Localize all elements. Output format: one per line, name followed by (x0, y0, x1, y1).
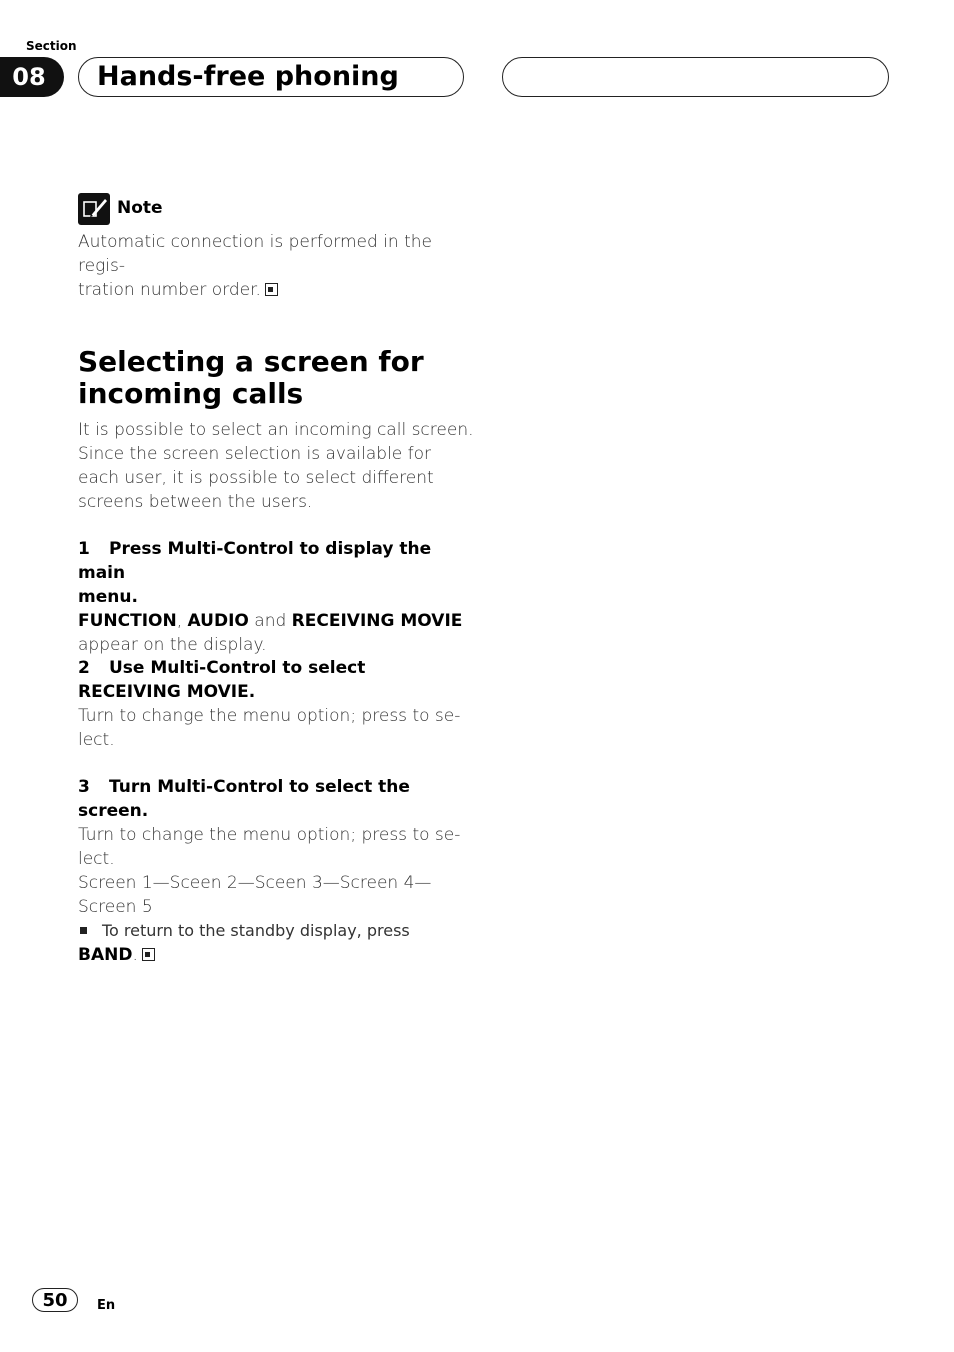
section-label: Section (26, 39, 77, 53)
intro-paragraph (78, 418, 478, 514)
separator: , (176, 611, 188, 631)
step-heading-text: Press Multi-Control to display the main (78, 539, 432, 583)
step-2-body: Turn to change the menu option; press to se- (78, 706, 461, 726)
step-heading-text: Use Multi-Control to select (109, 658, 366, 678)
bullet-note-cont (78, 943, 478, 967)
period: . (132, 945, 138, 965)
step-number: 1 (78, 539, 90, 559)
step-2-heading-cont: RECEIVING MOVIE. (78, 682, 256, 702)
intro-line: screens between the users. (78, 492, 313, 512)
note-text-end: tration number order. (78, 280, 261, 300)
intro-line: It is possible to select an incoming call screen. (78, 420, 474, 440)
menu-option-audio: AUDIO (187, 611, 249, 631)
intro-line: Since the screen selection is available for (78, 444, 432, 464)
step-2-body-cont: lect. (78, 730, 115, 750)
step-2-heading (78, 656, 478, 680)
intro-line: each user, it is possible to select different (78, 468, 434, 488)
heading-line: Selecting a screen for (78, 345, 424, 378)
section-title: Hands-free phoning (78, 57, 464, 97)
step-heading-text: Turn Multi-Control to select the screen. (78, 777, 410, 821)
conjunction: and (248, 611, 292, 631)
step-1 (78, 537, 478, 657)
note-text-line (78, 278, 468, 302)
page-number: 50 (32, 1288, 78, 1312)
menu-option-receiving-movie: RECEIVING MOVIE (291, 611, 463, 631)
note-pencil-icon (78, 193, 110, 225)
header-blank-pill (502, 57, 889, 97)
screen-sequence: Screen 1—Sceen 2—Sceen 3—Screen 4— (78, 873, 432, 893)
step-3-body: Turn to change the menu option; press to se- (78, 825, 461, 845)
bullet-square-icon (80, 927, 87, 934)
language-code: En (97, 1298, 116, 1313)
bullet-text: To return to the standby display, press (102, 921, 410, 940)
step-1-heading-cont: menu. (78, 587, 138, 607)
step-3-heading (78, 775, 478, 823)
step-3 (78, 775, 478, 967)
step-1-body-cont: appear on the display. (78, 635, 267, 655)
heading-line: incoming calls (78, 377, 304, 410)
note-text-line: Automatic connection is performed in the regis- (78, 232, 432, 276)
step-number: 3 (78, 777, 90, 797)
screen-sequence-cont: Screen 5 (78, 897, 153, 917)
section-heading (78, 346, 478, 410)
key-band: BAND (78, 945, 133, 965)
menu-option-function: FUNCTION (78, 611, 177, 631)
step-2 (78, 656, 478, 752)
step-1-body (78, 609, 478, 633)
step-1-heading (78, 537, 478, 585)
note-label: Note (117, 198, 163, 218)
step-number: 2 (78, 658, 90, 678)
end-mark-icon (265, 283, 278, 296)
note-text (78, 230, 468, 302)
end-mark-icon (142, 948, 155, 961)
section-number-tab: 08 (0, 57, 64, 97)
bullet-note (78, 919, 478, 943)
step-3-body-cont: lect. (78, 849, 115, 869)
